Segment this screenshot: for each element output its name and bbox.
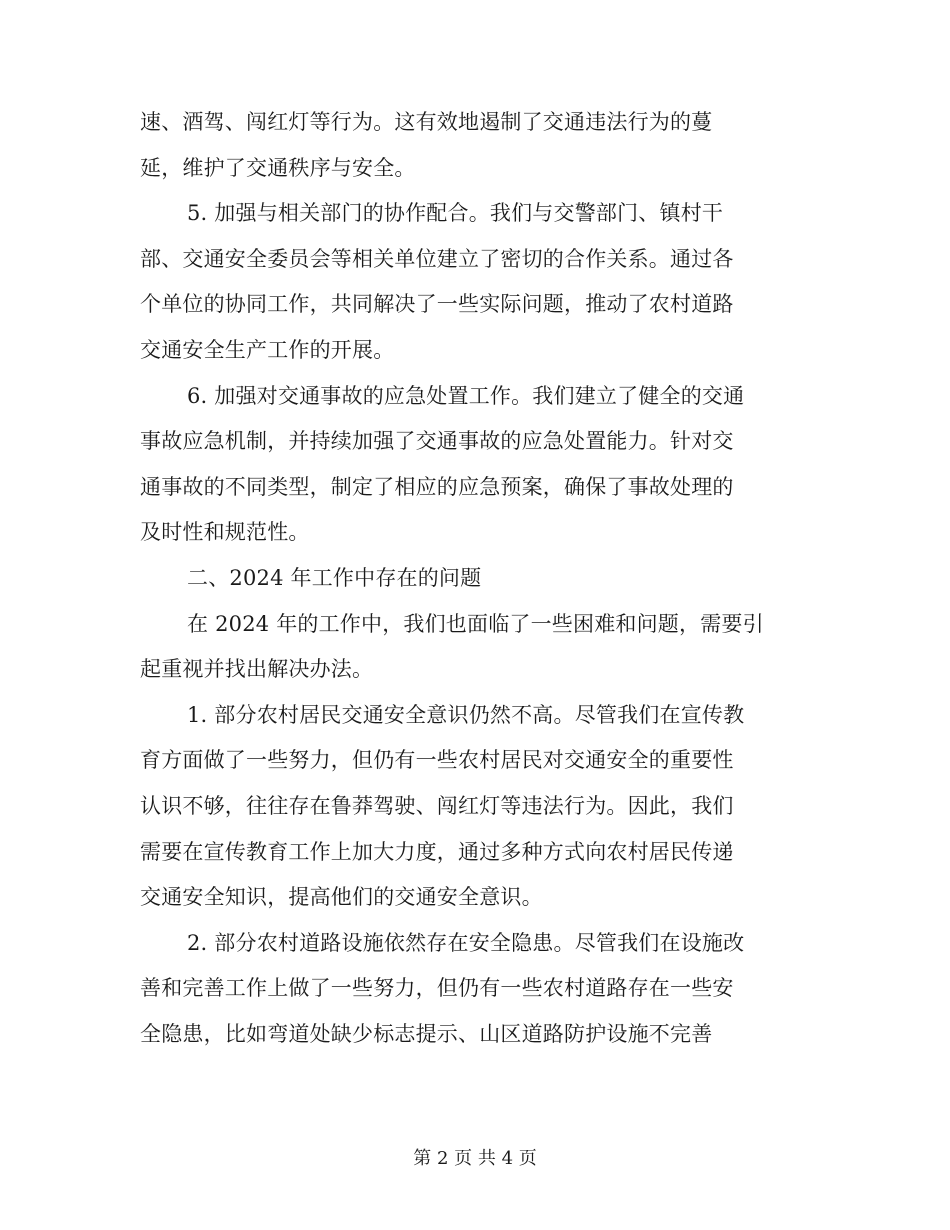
text-line: 需要在宣传教育工作上加大力度，通过多种方式向农村居民传递: [140, 839, 734, 864]
text-line: 5. 加强与相关部门的协作配合。我们与交警部门、镇村干: [187, 201, 724, 226]
text-line: 1. 部分农村居民交通安全意识仍然不高。尽管我们在宣传教: [187, 702, 745, 727]
body-text: [140, 100, 820, 1057]
text-line: 事故应急机制，并持续加强了交通事故的应急处置能力。针对交: [140, 429, 734, 454]
text-line: 通事故的不同类型，制定了相应的应急预案，确保了事故处理的: [140, 474, 734, 499]
text-line: 在 2024 年的工作中，我们也面临了一些困难和问题，需要引: [187, 611, 764, 636]
text-line: 延，维护了交通秩序与安全。: [140, 155, 416, 180]
text-line: 起重视并找出解决办法。: [140, 657, 374, 682]
text-line: 2. 部分农村道路设施依然存在安全隐患。尽管我们在设施改: [187, 930, 745, 955]
text-line: 交通安全生产工作的开展。: [140, 337, 395, 362]
text-line: 部、交通安全委员会等相关单位建立了密切的合作关系。通过各: [140, 246, 734, 271]
page-footer: [0, 1147, 950, 1171]
text-line: 个单位的协同工作，共同解决了一些实际问题，推动了农村道路: [140, 292, 734, 317]
text-line: 认识不够，往往存在鲁莽驾驶、闯红灯等违法行为。因此，我们: [140, 793, 734, 818]
text-line: 全隐患，比如弯道处缺少标志提示、山区道路防护设施不完善: [140, 1021, 713, 1046]
text-line: 善和完善工作上做了一些努力，但仍有一些农村道路存在一些安: [140, 976, 734, 1001]
text-line: 交通安全知识，提高他们的交通安全意识。: [140, 885, 543, 910]
text-line: 育方面做了一些努力，但仍有一些农村居民对交通安全的重要性: [140, 748, 734, 773]
text-line: 及时性和规范性。: [140, 520, 310, 545]
page-number-label: 第 2 页 共 4 页: [413, 1148, 537, 1169]
text-line: 速、酒驾、闯红灯等行为。这有效地遏制了交通违法行为的蔓: [140, 110, 713, 134]
section-heading: 二、2024 年工作中存在的问题: [187, 565, 482, 590]
text-line: 6. 加强对交通事故的应急处置工作。我们建立了健全的交通: [187, 383, 745, 408]
